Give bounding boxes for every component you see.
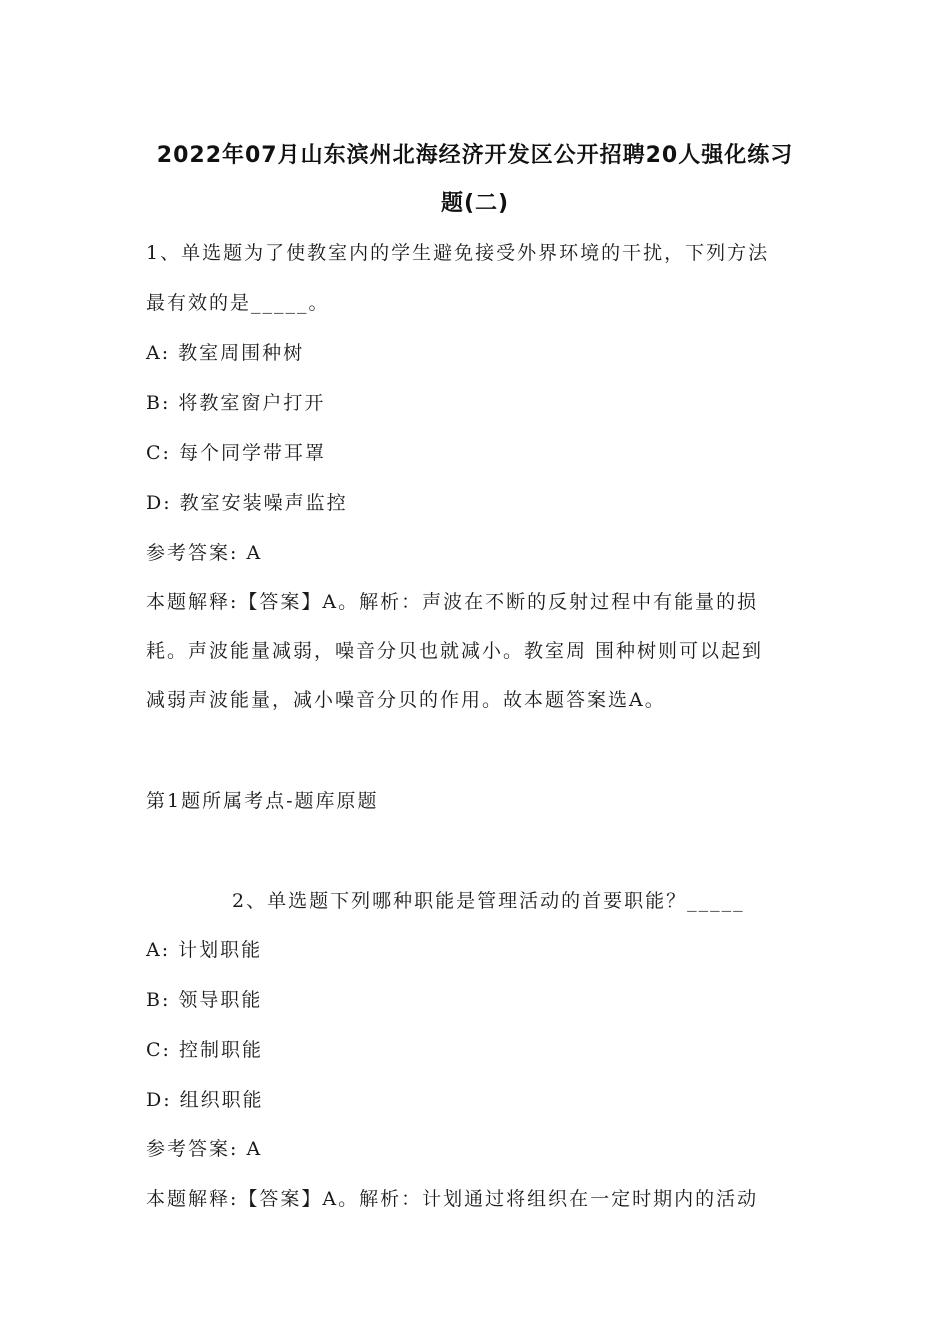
question-1-option-c: C: 每个同学带耳罩 bbox=[146, 442, 326, 464]
question-2-option-a: A: 计划职能 bbox=[146, 939, 263, 961]
question-2-explanation-line-1: 本题解释:【答案】A。解析：计划通过将组织在一定时期内的活动 bbox=[146, 1188, 759, 1210]
question-1-explanation-line-3: 减弱声波能量，减小噪音分贝的作用。故本题答案选A。 bbox=[146, 689, 666, 711]
question-2-option-c: C: 控制职能 bbox=[146, 1039, 263, 1061]
question-1-knowledge-point: 第1题所属考点-题库原题 bbox=[146, 790, 379, 812]
question-1-stem-line-1: 1、单选题为了使教室内的学生避免接受外界环境的干扰，下列方法 bbox=[146, 242, 770, 264]
question-1-stem-line-2: 最有效的是_____。 bbox=[146, 292, 330, 314]
question-1-explanation-line-1: 本题解释:【答案】A。解析：声波在不断的反射过程中有能量的损 bbox=[146, 591, 759, 613]
document-title-line-1: 2022年07月山东滨州北海经济开发区公开招聘20人强化练习 bbox=[156, 143, 794, 168]
question-1-option-d: D: 教室安装噪声监控 bbox=[146, 492, 348, 514]
question-1-option-b: B: 将教室窗户打开 bbox=[146, 392, 326, 414]
question-2-stem: 2、单选题下列哪种职能是管理活动的首要职能？_____ bbox=[232, 890, 745, 912]
question-2-option-b: B: 领导职能 bbox=[146, 989, 263, 1011]
question-2-answer: 参考答案: A bbox=[146, 1138, 263, 1160]
question-1-explanation-line-2: 耗。声波能量减弱，噪音分贝也就减小。教室周 围种树则可以起到 bbox=[146, 640, 764, 662]
question-1-answer: 参考答案: A bbox=[146, 542, 263, 564]
question-1-option-a: A: 教室周围种树 bbox=[146, 342, 305, 364]
question-2-option-d: D: 组织职能 bbox=[146, 1089, 264, 1111]
document-title-line-2: 题(二) bbox=[440, 191, 510, 216]
